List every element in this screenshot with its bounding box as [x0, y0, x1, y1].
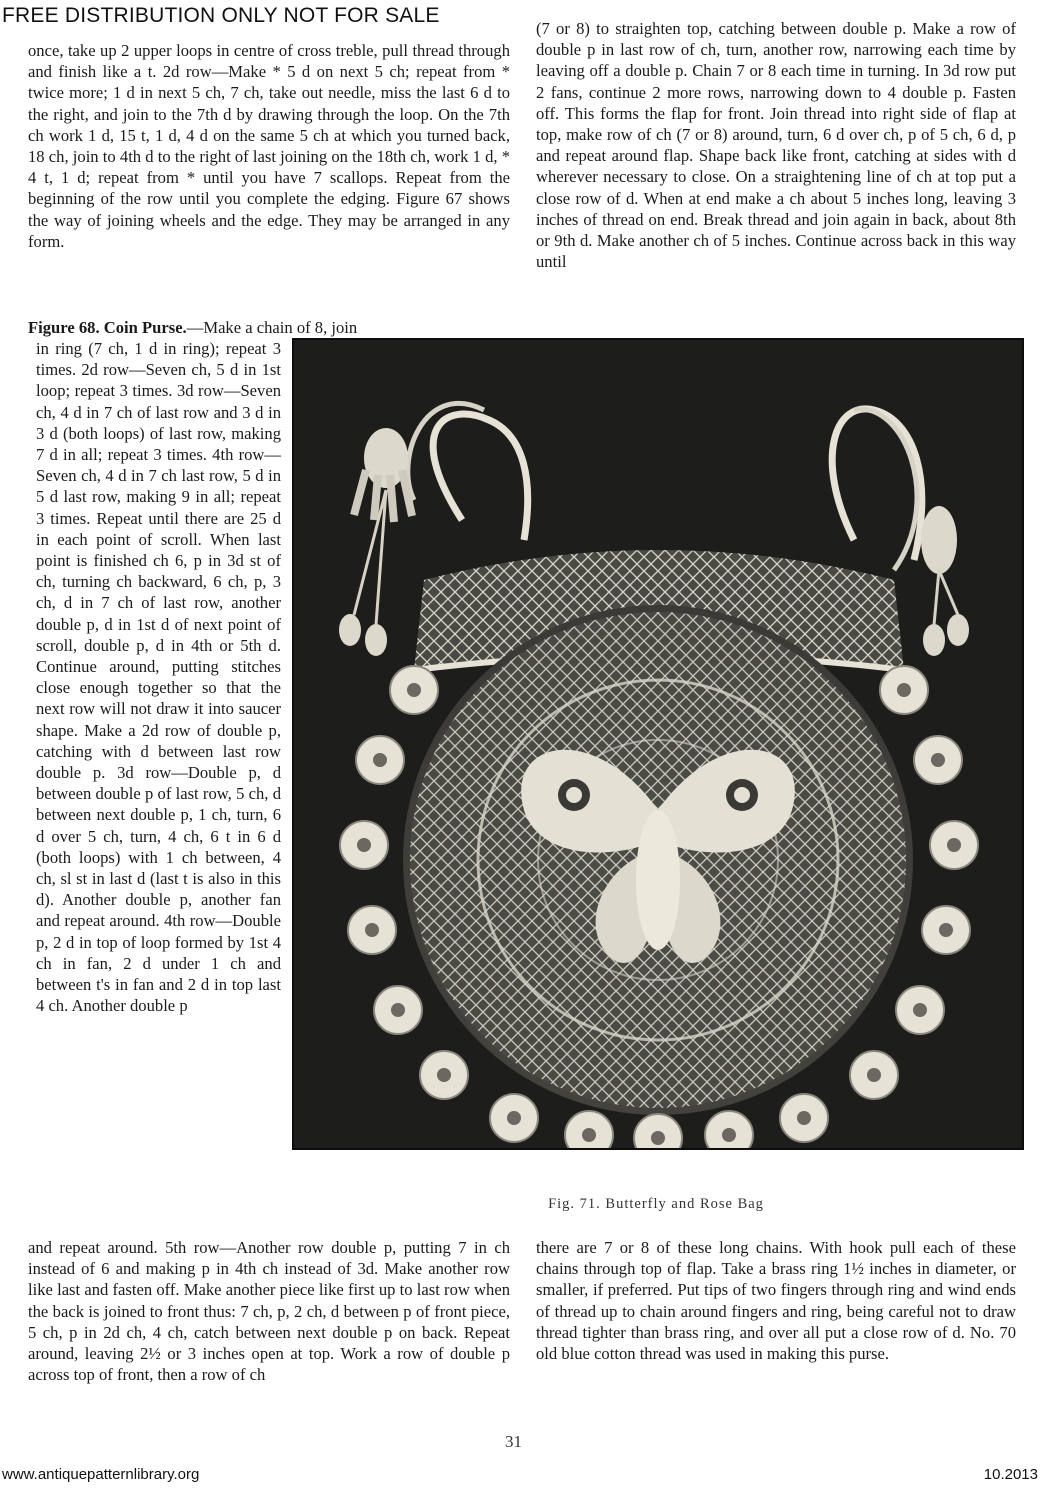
page-number: 31: [505, 1432, 522, 1451]
bottom-right-text: there are 7 or 8 of these long chains. With hook pull each of these chains through top of flap. Take a brass ring 1½ inches in diameter, or smaller, if preferred. Put tips of two fingers through ring and wind ends of thread up to chain around fingers and ring, being careful not to draw thread tighter than brass ring, and over all put a close row of d. No. 70 old blue cotton thread was used in making this purse.: [536, 1238, 1016, 1364]
coin-purse-first-line: —Make a chain of 8, join: [186, 318, 358, 337]
footer-url[interactable]: www.antiquepatternlibrary.org: [2, 1466, 200, 1483]
footer-date: 10.2013: [983, 1466, 1038, 1483]
distribution-banner: FREE DISTRIBUTION ONLY NOT FOR SALE: [2, 4, 440, 27]
left-column-top-text: once, take up 2 upper loops in centre of cross treble, pull thread through and finish like a t. 2d row—Make * 5 d on next 5 ch; repeat from * twice more; 1 d in next 5 ch, 7 ch, take out needle, miss the last 6 d to the right, and join to the 7th d by drawing through the loop. On the 7th ch work 1 d, 15 t, 1 d, 4 d on the same 5 ch at which you turned back, 18 ch, join to 4th d to the right of last joining on the 18th ch, work 1 d, * 4 t, 1 d; repeat from * until you have 7 scallops. Repeat from the beginning of the row until you complete the edging. Figure 67 shows the way of joining wheels and the edge. They may be arranged in any form.: [28, 41, 510, 251]
figure-caption: Fig. 71. Butterfly and Rose Bag: [548, 1196, 764, 1212]
right-column-top-text: (7 or 8) to straighten top, catching between double p. Make a row of double p in last row of ch, turn, another row, narrowing each time by leaving off a double p. Chain 7 or 8 each time in turning. In 3d row put 2 fans, continue 2 more rows, narrowing down to 4 double p. Fasten off. This forms the flap for front. Join thread into right side of flap at top, make row of ch (7 or 8) around, turn, 6 d over ch, p of 5 ch, 6 d, p and repeat around flap. Shape back like front, catching at sides with d wherever necessary to close. On a straightening line of ch at top put a close row of d. When at end make a ch about 5 inches long, leaving 3 inches of thread on end. Break thread and join again in back, about 8th or 9th d. Make another ch of 5 inches. Continue across back in this way until: [536, 19, 1016, 272]
coin-purse-instructions: in ring (7 ch, 1 d in ring); repeat 3 times. 2d row—Seven ch, 5 d in 1st loop; repeat 3 times. 3d row—Seven ch, 4 d in 7 ch of last row and 3 d in 3 d (both loops) of last row, making 7 d in all; repeat 3 times. 4th row—Seven ch, 4 d in 7 ch last row, 5 d in 5 d last row, making 9 in all; repeat 3 times. Repeat until there are 25 d in each point of scroll. When last point is finished ch 6, p in 3d st of ch, turning ch backward, 6 ch, p, 3 ch, d in 7 ch of last row, another double p, d in 1st d of next point of scroll, double p, d in 4th or 5th d. Continue around, putting stitches close enough together so that the next row will not draw it into saucer shape. Make a 2d row of double p, catching with d between last row double p. 3d row—Double p, d between double p of last row, 5 ch, d between next double p, 1 ch, turn, 6 d over 5 ch, turn, 4 ch, 6 t in 6 d (both loops) with 1 ch between, 4 ch, sl st in last d (last t is also in this d). Another double p, another fan and repeat around. 4th row—Double p, 2 d in top of loop formed by 1st 4 ch in fan, 2 d under 1 ch and between t's in fan and 2 d in top last 4 ch. Another double p: [36, 339, 281, 1016]
coin-purse-heading-line: [28, 317, 510, 338]
coin-purse-heading: Figure 68. Coin Purse.: [28, 318, 187, 337]
bag-illustration: [294, 340, 1022, 1148]
butterfly-rose-bag-photo: [292, 338, 1024, 1150]
bottom-left-text: and repeat around. 5th row—Another row double p, putting 7 in ch instead of 6 and making p in 4th ch instead of 3d. Make another row like last and fasten off. Make another piece like first up to last row when the back is joined to front thus: 7 ch, p, 2 ch, d between p of front piece, 5 ch, p in 2d ch, 4 ch, catch between next double p on back. Repeat around, leaving 2½ or 3 inches open at top. Work a row of double p across top of front, then a row of ch: [28, 1238, 510, 1385]
